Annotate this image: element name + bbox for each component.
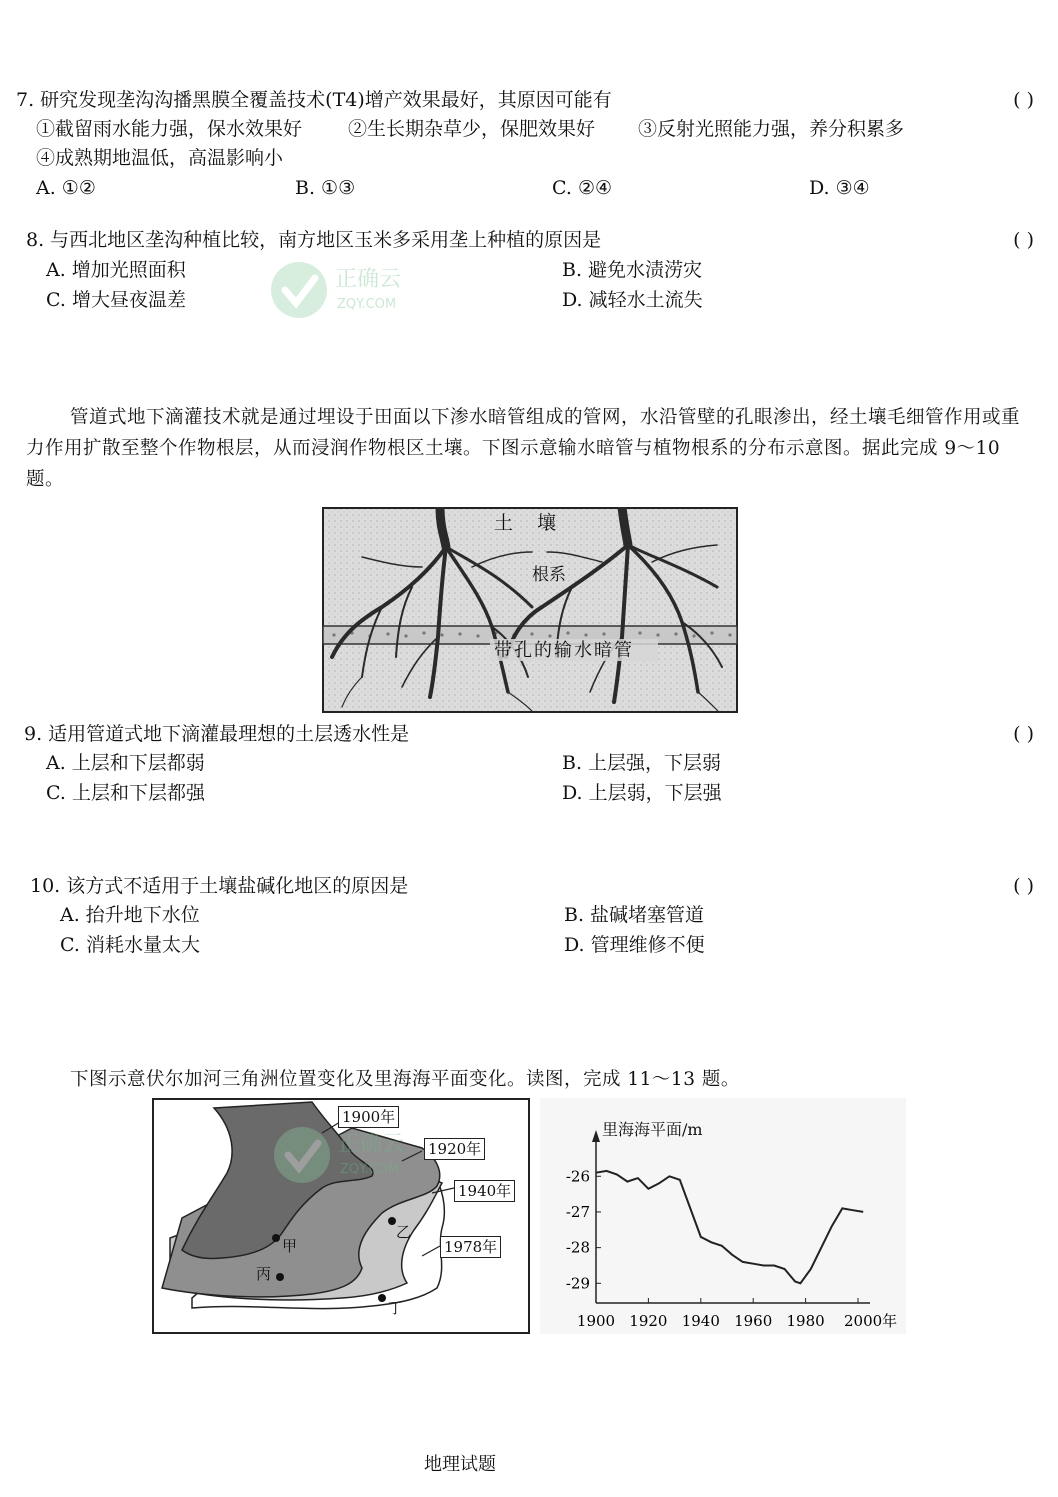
q8-option-c: C. 增大昼夜温差 xyxy=(46,289,186,311)
watermark-logo-2 xyxy=(268,1115,438,1200)
figure-caspian-chart xyxy=(540,1098,906,1339)
q8-answer-paren: ( ) xyxy=(1013,229,1034,251)
q7-item-4: ④成熟期地温低，高温影响小 xyxy=(36,147,284,169)
q9-stem: 9. 适用管道式地下滴灌最理想的土层透水性是 xyxy=(24,723,410,745)
q8-option-b: B. 避免水渍涝灾 xyxy=(562,259,703,281)
x-tick-label: 1920 xyxy=(629,1312,668,1330)
x-tick-label: 1960 xyxy=(734,1312,773,1330)
caspian-sea-level-chart xyxy=(540,1098,906,1334)
q8-option-d: D. 减轻水土流失 xyxy=(562,289,703,311)
map-label-1900: 1900年 xyxy=(338,1106,399,1128)
svg-text:正确云: 正确云 xyxy=(338,1132,405,1157)
q9-option-c: C. 上层和下层都强 xyxy=(46,782,205,804)
svg-text:正确云: 正确云 xyxy=(335,267,402,292)
q10-option-c: C. 消耗水量太大 xyxy=(60,934,200,956)
x-tick-label: 1940 xyxy=(681,1312,720,1330)
passage-volga-delta: 下图示意伏尔加河三角洲位置变化及里海海平面变化。读图，完成 11～13 题。 xyxy=(70,1069,740,1090)
map-label-1940: 1940年 xyxy=(454,1180,515,1202)
q7-answer-paren: ( ) xyxy=(1013,89,1034,111)
q9-option-b: B. 上层强，下层弱 xyxy=(562,752,722,774)
page-footer: 地理试题 xyxy=(424,1454,496,1475)
q10-option-b: B. 盐碱堵塞管道 xyxy=(564,904,705,926)
svg-text:ZQY.COM: ZQY.COM xyxy=(337,297,397,312)
q10-stem: 10. 该方式不适用于土壤盐碱化地区的原因是 xyxy=(30,875,409,897)
q10-option-a: A. 抬升地下水位 xyxy=(60,904,200,926)
x-tick-label: 2000年 xyxy=(844,1312,898,1330)
figure-roots-pipe xyxy=(322,507,738,718)
label-roots: 根系 xyxy=(532,565,566,585)
passage-drip-irrigation: 管道式地下滴灌技术就是通过埋设于田面以下渗水暗管组成的管网，水沿管壁的孔眼渗出，经土壤毛细管作用或重力作用扩散至整个作物根层，从而浸润作物根区土壤。下图示意输水暗管与植物根系的分布示意图。据此完成 9～10 题。 xyxy=(26,407,1021,490)
y-tick-label: -29 xyxy=(565,1274,590,1293)
q7-item-2: ②生长期杂草少，保肥效果好 xyxy=(348,118,596,140)
q10-answer-paren: ( ) xyxy=(1013,875,1034,897)
y-tick-label: -26 xyxy=(565,1167,590,1186)
y-tick-label: -27 xyxy=(565,1202,590,1221)
q10-option-d: D. 管理维修不便 xyxy=(564,934,705,956)
q7-stem: 7. 研究发现垄沟沟播黑膜全覆盖技术(T4)增产效果最好，其原因可能有 xyxy=(16,89,612,111)
map-point-jia: 甲 xyxy=(282,1237,298,1255)
map-point-ding: 丁 xyxy=(388,1299,404,1317)
x-tick-label: 1980 xyxy=(786,1312,825,1330)
q7-option-c: C. ②④ xyxy=(552,177,613,199)
map-label-1978: 1978年 xyxy=(440,1236,501,1258)
watermark-logo xyxy=(265,250,455,335)
q7-item-1: ①截留雨水能力强，保水效果好 xyxy=(36,118,303,140)
q8-stem: 8. 与西北地区垄沟种植比较，南方地区玉米多采用垄上种植的原因是 xyxy=(26,229,602,251)
map-label-1920: 1920年 xyxy=(424,1138,485,1160)
map-point-yi: 乙 xyxy=(396,1223,412,1241)
q9-answer-paren: ( ) xyxy=(1013,723,1034,745)
x-tick-label: 1900 xyxy=(576,1312,616,1330)
q7-option-d: D. ③④ xyxy=(809,177,870,199)
map-point-bing: 丙 xyxy=(256,1265,272,1283)
q7-item-3: ③反射光照能力强，养分积累多 xyxy=(638,118,905,140)
q8-option-a: A. 增加光照面积 xyxy=(46,259,186,281)
y-tick-label: -28 xyxy=(565,1238,590,1257)
svg-text:ZQY.COM: ZQY.COM xyxy=(340,1162,400,1177)
q7-option-a: A. ①② xyxy=(36,177,96,199)
label-soil: 土 壤 xyxy=(494,512,557,534)
q7-option-b: B. ①③ xyxy=(295,177,356,199)
q9-option-d: D. 上层弱，下层强 xyxy=(562,782,722,804)
q9-option-a: A. 上层和下层都弱 xyxy=(46,752,205,774)
chart-ylabel: 里海海平面/m xyxy=(602,1120,703,1139)
label-pipe: 带孔的输水暗管 xyxy=(494,640,634,661)
